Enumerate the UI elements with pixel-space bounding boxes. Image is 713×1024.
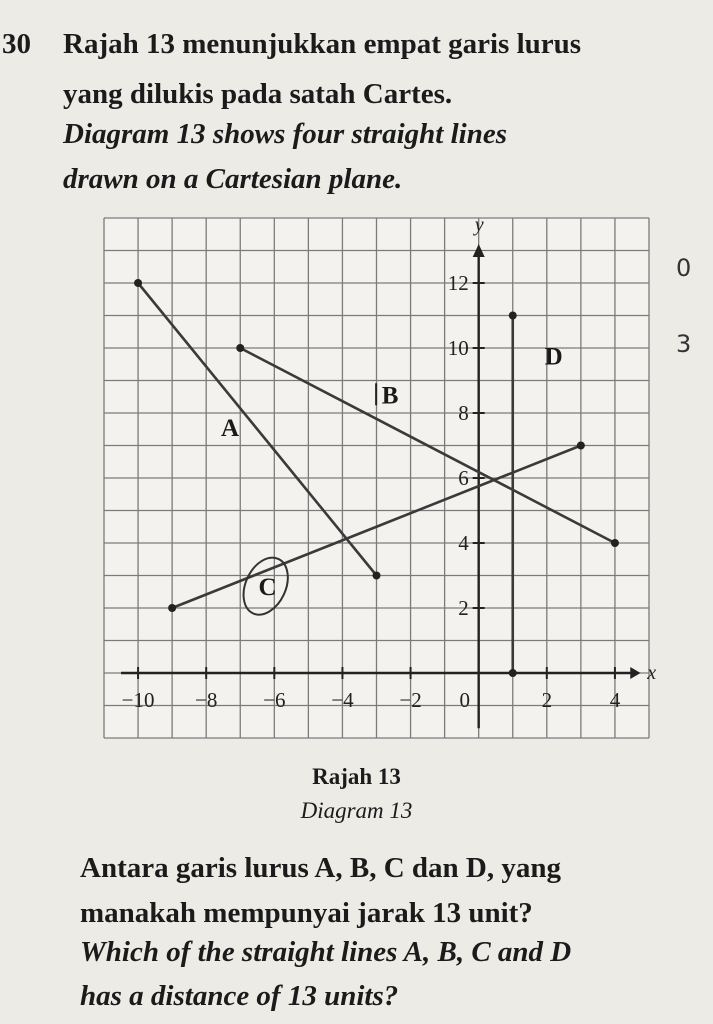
line-a-endpoint <box>134 279 142 287</box>
diagram-caption-malay: Rajah 13 <box>312 764 401 789</box>
diagram-caption-english: Diagram 13 <box>300 798 413 823</box>
label-c: C <box>258 574 277 601</box>
line-a-endpoint <box>373 572 381 580</box>
x-tick-label: 2 <box>541 688 553 712</box>
y-tick-label: 6 <box>458 466 469 490</box>
line-c-endpoint <box>168 604 176 612</box>
y-tick-label: 4 <box>458 531 469 555</box>
label-b: B <box>381 382 399 410</box>
y-tick-label: 2 <box>458 596 469 620</box>
x-tick-label: 0 <box>459 688 470 712</box>
line-c-endpoint <box>577 442 585 450</box>
ask-malay-line-2: manakah mempunyai jarak 13 unit? <box>80 897 533 929</box>
y-tick-label: 10 <box>447 336 469 360</box>
question-english-line-2: drawn on a Cartesian plane. <box>63 163 403 195</box>
y-axis-label: y <box>474 214 484 236</box>
line-d-endpoint <box>509 669 517 677</box>
question-number: 30 <box>2 28 31 60</box>
x-axis-label: x <box>647 662 657 684</box>
margin-mark-2: 3 <box>676 330 692 358</box>
cartesian-diagram <box>104 214 657 738</box>
question-malay-line-2: yang dilukis pada satah Cartes. <box>63 78 453 110</box>
ask-english-line-1: Which of the straight lines A, B, C and D <box>80 936 572 968</box>
question-malay-line-1: Rajah 13 menunjukkan empat garis lurus <box>63 28 582 60</box>
ask-english-line-2: has a distance of 13 units? <box>80 980 399 1012</box>
line-b-endpoint <box>236 344 244 352</box>
x-tick-label: −10 <box>121 688 155 712</box>
label-a: A <box>221 414 240 442</box>
x-tick-label: −4 <box>331 688 354 712</box>
line-b-endpoint <box>611 539 619 547</box>
margin-mark-1: 0 <box>676 254 692 282</box>
question-english-line-1: Diagram 13 shows four straight lines <box>63 118 507 150</box>
x-tick-label: −6 <box>263 688 286 712</box>
x-tick-label: −8 <box>195 688 218 712</box>
x-tick-label: 4 <box>609 688 621 712</box>
line-d-endpoint <box>509 312 517 320</box>
x-tick-label: −2 <box>399 688 422 712</box>
y-tick-label: 12 <box>447 271 469 295</box>
label-d: D <box>544 343 563 371</box>
ask-malay-line-1: Antara garis lurus A, B, C dan D, yang <box>80 852 561 884</box>
y-tick-label: 8 <box>458 401 469 425</box>
